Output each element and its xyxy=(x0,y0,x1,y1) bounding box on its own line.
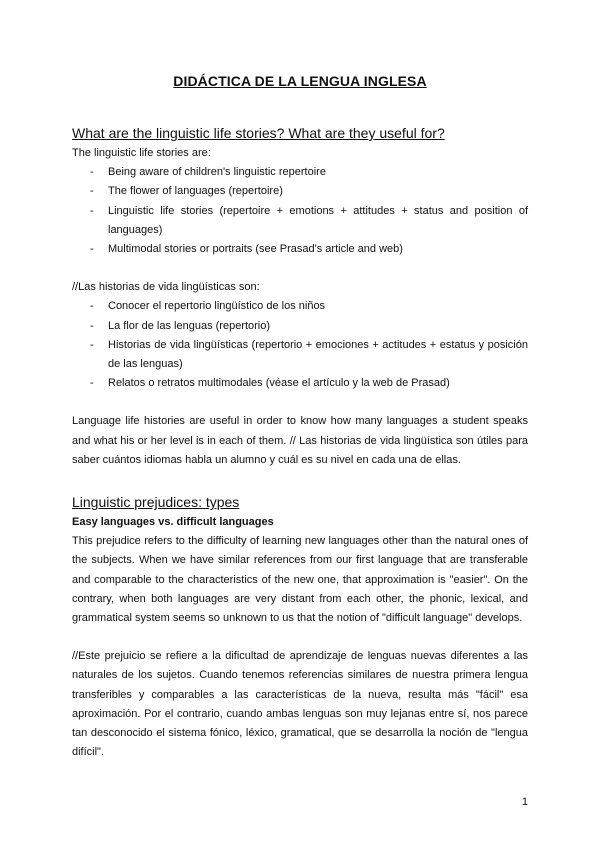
intro-spanish: //Las historias de vida lingüísticas son: xyxy=(72,281,260,294)
paragraph-english: This prejudice refers to the difficulty of learning new languages other than the natural ones of the subjects. When we have similar references from our first language that are transferable and comparable to the characteristics of the new one, that approximation is "easier". On the contrary, when both languages are very distant from each other, the phonic, lexical, and grammatical system seems so unknown to us that the notion of "difficult language" develops. xyxy=(72,535,528,625)
list-item: - La flor de las lenguas (repertorio) xyxy=(72,317,528,336)
list-item: - Conocer el repertorio lingüístico de los niños xyxy=(72,297,528,316)
list-item: - Relatos o retratos multimodales (véase el artículo y la web de Prasad) xyxy=(72,374,528,393)
list-item: - Historias de vida lingüísticas (repertorio + emociones + actitudes + estatus y posición de las lenguas) xyxy=(72,336,528,374)
list-item: - Multimodal stories or portraits (see Prasad's article and web) xyxy=(72,240,528,259)
list-item: - Being aware of children's linguistic repertoire xyxy=(72,163,528,182)
document-body xyxy=(72,124,528,762)
subheading-easy-vs-difficult: Easy languages vs. difficult languages xyxy=(72,516,274,529)
paragraph-usefulness: Language life histories are useful in order to know how many languages a student speaks and what his or her level is in each of them. // Las historias de vida lingüística son útiles para saber cuántos idiomas habla un alumno y cuál es su nivel en cada una de ellas. xyxy=(72,415,528,466)
list-spanish xyxy=(72,297,528,393)
list-english xyxy=(72,163,528,259)
intro-english: The linguistic life stories are: xyxy=(72,147,211,159)
page-number: 1 xyxy=(521,796,528,808)
document-title: DIDÁCTICA DE LA LENGUA INGLESA xyxy=(173,73,427,89)
paragraph-spanish: //Este prejuicio se refiere a la dificultad de aprendizaje de lenguas nuevas diferentes a las naturales de los sujetos. Cuando tenemos referencias similares de nuestra primera lengua transferibles y comparables a las características de la nueva, resulta más "fácil" esa aproximación. Por el contrario, cuando ambas lenguas son muy lejanas entre sí, nos parece tan desconocido el sistema fónico, léxico, gramatical, que se desarrolla la noción de "lengua difícil". xyxy=(72,650,528,759)
section-heading-life-stories: What are the linguistic life stories? What are they useful for? xyxy=(72,125,445,141)
list-item: - Linguistic life stories (repertoire + emotions + attitudes + status and position of languages) xyxy=(72,202,528,240)
section-heading-prejudices: Linguistic prejudices: types xyxy=(72,494,240,511)
list-item: - The flower of languages (repertoire) xyxy=(72,182,528,201)
